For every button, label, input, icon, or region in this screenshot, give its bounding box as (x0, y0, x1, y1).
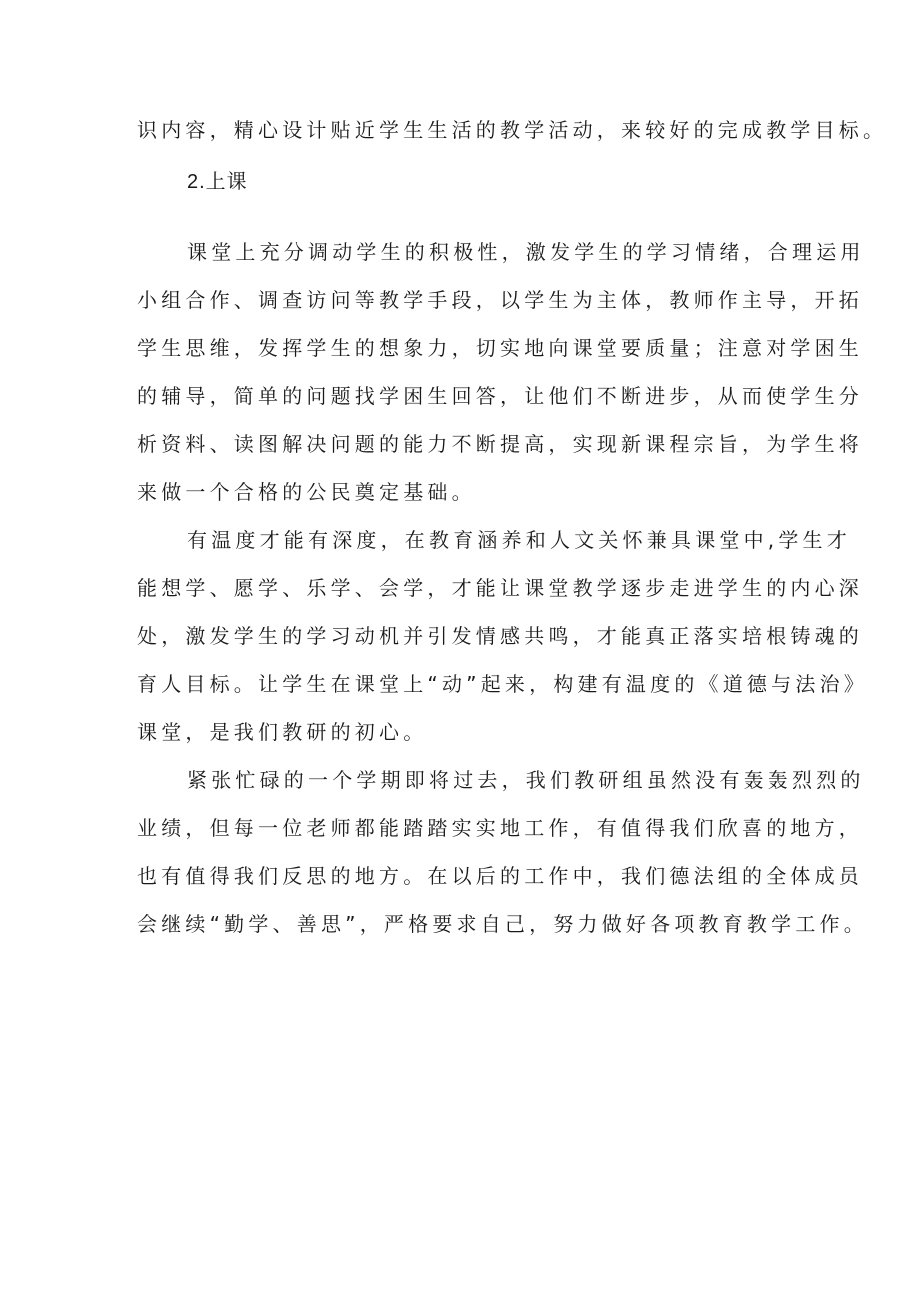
paragraph-line: 也有值得我们反思的地方。在以后的工作中，我们德法组的全体成员 (137, 864, 863, 888)
section-heading: 2.上课 (187, 171, 248, 193)
paragraph-line: 课堂，是我们教研的初心。 (137, 720, 428, 744)
paragraph-line: 会继续“勤学、善思”，严格要求自己，努力做好各项教育教学工作。 (137, 912, 868, 936)
paragraph-line: 析资料、读图解决问题的能力不断提高，实现新课程宗旨，为学生将 (137, 432, 863, 456)
paragraph-line: 紧张忙碌的一个学期即将过去，我们教研组虽然没有轰轰烈烈的 (187, 768, 865, 792)
paragraph-line: 有温度才能有深度，在教育涵养和人文关怀兼具课堂中,学生才 (187, 528, 851, 552)
paragraph-line: 的辅导，简单的问题找学困生回答，让他们不断进步，从而使学生分 (137, 384, 863, 408)
paragraph-line: 育人目标。让学生在课堂上“动”起来，构建有温度的《道德与法治》 (137, 672, 868, 696)
intro-line: 识内容，精心设计贴近学生生活的教学活动，来较好的完成教学目标。 (137, 118, 888, 142)
paragraph-line: 能想学、愿学、乐学、会学，才能让课堂教学逐步走进学生的内心深 (137, 576, 863, 600)
paragraph-line: 课堂上充分调动学生的积极性，激发学生的学习情绪，合理运用 (187, 240, 865, 264)
paragraph-line: 来做一个合格的公民奠定基础。 (137, 480, 476, 504)
paragraph-line: 学生思维，发挥学生的想象力，切实地向课堂要质量；注意对学困生 (137, 336, 863, 360)
paragraph-line: 业绩，但每一位老师都能踏踏实实地工作，有值得我们欣喜的地方， (137, 816, 863, 840)
paragraph-line: 小组合作、调查访问等教学手段，以学生为主体，教师作主导，开拓 (137, 288, 863, 312)
paragraph-line: 处，激发学生的学习动机并引发情感共鸣，才能真正落实培根铸魂的 (137, 624, 863, 648)
